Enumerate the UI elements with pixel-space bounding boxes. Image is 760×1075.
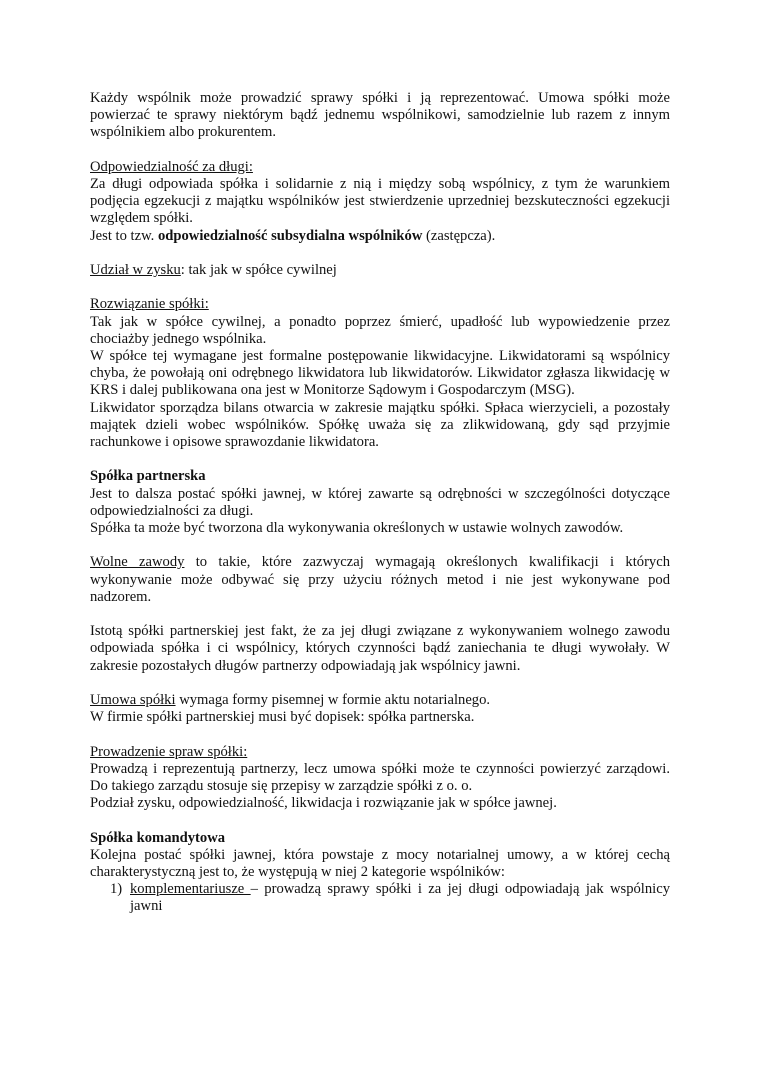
paragraph-dissolution-3: Likwidator sporządza bilans otwarcia w zakresie majątku spółki. Spłaca wierzycieli, a pozostały majątek dzieli wobec wspólników. Spółkę uważa się za zlikwidowaną, gdy sąd przyjmie rachunkowe i opisowe sprawozdanie likwidatora. bbox=[90, 399, 670, 451]
paragraph-subsidiary-liability bbox=[90, 228, 670, 245]
list-item-text: – prowadzą sprawy spółki i za jej długi odpowiadają jak wspólnicy jawni bbox=[130, 881, 670, 915]
paragraph-partnership-2: Spółka ta może być tworzona dla wykonywania określonych w ustawie wolnych zawodów. bbox=[90, 520, 624, 537]
partnership-title: Spółka partnerska bbox=[90, 468, 206, 485]
subsidiary-term: odpowiedzialność subsydialna wspólników bbox=[157, 227, 423, 244]
contract-heading: Umowa spółki bbox=[90, 692, 176, 708]
management-heading: Prowadzenie spraw spółki: bbox=[90, 743, 248, 760]
paragraph-partnership-name: W firmie spółki partnerskiej musi być dopisek: spółka partnerska. bbox=[90, 709, 475, 726]
list-item bbox=[110, 881, 670, 915]
list-item-term: komplementariusze bbox=[130, 881, 251, 898]
section-heading-debts bbox=[90, 159, 670, 176]
free-professions-heading: Wolne zawody bbox=[90, 554, 185, 571]
profit-heading: Udział w zysku bbox=[90, 262, 181, 278]
free-professions-text: to takie, które zazwyczaj wymagają określonych kwalifikacji i których wykonywanie może odbywać się przy użyciu różnych metod i nie jest wykonywane pod nadzorem. bbox=[90, 554, 670, 605]
paragraph-dissolution-1: Tak jak w spółce cywilnej, a ponadto poprzez śmierć, upadłość lub wypowiedzenie przez chociażby jednego wspólnika. bbox=[90, 313, 670, 347]
document-page bbox=[90, 90, 670, 916]
section-heading-dissolution bbox=[90, 296, 670, 313]
paragraph-partnership-contract bbox=[90, 692, 670, 709]
paragraph-partnership-1: Jest to dalsza postać spółki jawnej, w której zawarte są odrębności w szczególności dotyczące odpowiedzialności za długi. bbox=[90, 485, 670, 519]
dissolution-heading: Rozwiązanie spółki: bbox=[90, 296, 209, 313]
limited-partnership-title: Spółka komandytowa bbox=[90, 829, 226, 846]
paragraph-dissolution-2: W spółce tej wymagane jest formalne postępowanie likwidacyjne. Likwidatorami są wspólnicy chyba, że powołają oni odrębnego likwidatora lub likwidatorów. Likwidator zgłasza likwidację w KRS i dalej publikowana ona jest w Monitorze Sądowym i Gospodarczym (MSG). bbox=[90, 348, 670, 399]
debts-heading: Odpowiedzialność za długi: bbox=[90, 158, 253, 175]
paragraph-management: Prowadzą i reprezentują partnerzy, lecz umowa spółki może te czynności powierzyć zarządowi. Do takiego zarządu stosuje się przepisy w zarządzie spółki z o. o. bbox=[90, 760, 670, 794]
section-heading-management bbox=[90, 744, 670, 761]
list-item-body bbox=[130, 881, 670, 915]
subsidiary-prefix: Jest to tzw. bbox=[90, 227, 158, 244]
paragraph-free-professions bbox=[90, 554, 670, 606]
contract-text: wymaga formy pisemnej w formie aktu notarialnego. bbox=[175, 692, 491, 708]
paragraph-partnership-summary: Podział zysku, odpowiedzialność, likwidacja i rozwiązanie jak w spółce jawnej. bbox=[90, 795, 557, 812]
paragraph-debts: Za długi odpowiada spółka i solidarnie z nią i między sobą wspólnicy, z tym że warunkiem podjęcia egzekucji z majątku wspólników jest stwierdzenie uprzedniej bezskuteczności egzekucji względem spółki. bbox=[90, 176, 670, 227]
paragraph-representation: Każdy wspólnik może prowadzić sprawy spółki i ją reprezentować. Umowa spółki może powierzać te sprawy niektórym bądź jednemu wspólnikowi, samodzielnie lub razem z innym wspólnikiem albo prokurentem. bbox=[90, 90, 670, 141]
paragraph-profit-share bbox=[90, 262, 670, 279]
profit-text: : tak jak w spółce cywilnej bbox=[180, 262, 337, 278]
paragraph-partnership-essence: Istotą spółki partnerskiej jest fakt, że za jej długi związane z wykonywaniem wolnego zawodu odpowiada spółka i ci wspólnicy, których czynności bądź zaniechania te długi wywołały. W zakresie pozostałych długów partnerzy odpowiadają jak wspólnicy jawni. bbox=[90, 623, 670, 674]
list-item-number: 1) bbox=[110, 881, 123, 898]
subsidiary-suffix: (zastępcza). bbox=[422, 227, 496, 244]
paragraph-limited-1: Kolejna postać spółki jawnej, która powstaje z mocy notarialnej umowy, a w której cechą charakterystyczną jest to, że występują w niej 2 kategorie wspólników: bbox=[90, 846, 670, 880]
